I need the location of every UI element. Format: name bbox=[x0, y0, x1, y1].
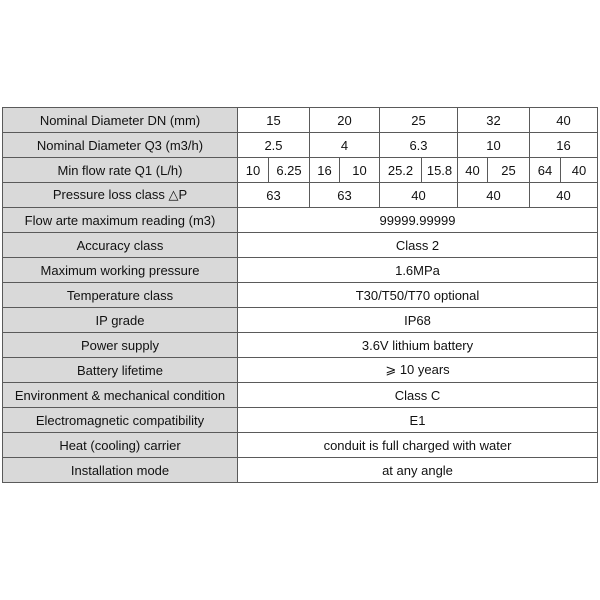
row-label: Maximum working pressure bbox=[3, 258, 238, 283]
table-cell: 2.5 bbox=[238, 133, 310, 158]
table-cell: 4 bbox=[310, 133, 380, 158]
table-cell: 6.3 bbox=[380, 133, 458, 158]
row-label: Environment & mechanical condition bbox=[3, 383, 238, 408]
table-row-heat-carrier bbox=[3, 433, 598, 458]
table-row-temperature-class bbox=[3, 283, 598, 308]
row-label: Power supply bbox=[3, 333, 238, 358]
table-row-max-reading bbox=[3, 208, 598, 233]
table-cell: 63 bbox=[310, 183, 380, 208]
table-cell: 6.25 bbox=[269, 158, 310, 183]
row-label: Heat (cooling) carrier bbox=[3, 433, 238, 458]
table-cell: 25 bbox=[488, 158, 530, 183]
table-cell: 40 bbox=[458, 183, 530, 208]
table-row-max-working-pressure bbox=[3, 258, 598, 283]
table-row-pressure-loss-class bbox=[3, 183, 598, 208]
table-row-min-flow-rate bbox=[3, 158, 598, 183]
table-cell: 15 bbox=[238, 108, 310, 133]
table-row-accuracy-class bbox=[3, 233, 598, 258]
row-label: Installation mode bbox=[3, 458, 238, 483]
specification-table bbox=[2, 107, 598, 483]
row-label: Temperature class bbox=[3, 283, 238, 308]
table-cell: IP68 bbox=[238, 308, 598, 333]
table-row-electromagnetic-compatibility bbox=[3, 408, 598, 433]
table-cell: 32 bbox=[458, 108, 530, 133]
row-label: Electromagnetic compatibility bbox=[3, 408, 238, 433]
table-row-nominal-diameter-dn bbox=[3, 108, 598, 133]
row-label: Accuracy class bbox=[3, 233, 238, 258]
table-cell: 16 bbox=[310, 158, 340, 183]
table-cell: 10 bbox=[340, 158, 380, 183]
table-cell: 63 bbox=[238, 183, 310, 208]
table-row-environment-condition bbox=[3, 383, 598, 408]
table-cell: 64 bbox=[530, 158, 561, 183]
table-cell: 25 bbox=[380, 108, 458, 133]
row-label: IP grade bbox=[3, 308, 238, 333]
table-row-power-supply bbox=[3, 333, 598, 358]
row-label: Pressure loss class △P bbox=[3, 183, 238, 208]
row-label: Min flow rate Q1 (L/h) bbox=[3, 158, 238, 183]
table-cell: 99999.99999 bbox=[238, 208, 598, 233]
row-label: Battery lifetime bbox=[3, 358, 238, 383]
table-cell: T30/T50/T70 optional bbox=[238, 283, 598, 308]
table-cell: 1.6MPa bbox=[238, 258, 598, 283]
row-label: Nominal Diameter DN (mm) bbox=[3, 108, 238, 133]
table-cell: ⩾ 10 years bbox=[238, 358, 598, 383]
table-cell: 40 bbox=[530, 108, 598, 133]
table-cell: Class 2 bbox=[238, 233, 598, 258]
table-row-installation-mode bbox=[3, 458, 598, 483]
table-cell: 40 bbox=[530, 183, 598, 208]
table-row-battery-lifetime bbox=[3, 358, 598, 383]
table-cell: 40 bbox=[380, 183, 458, 208]
table-cell: Class C bbox=[238, 383, 598, 408]
table-cell: E1 bbox=[238, 408, 598, 433]
table-cell: conduit is full charged with water bbox=[238, 433, 598, 458]
table-row-nominal-diameter-q3 bbox=[3, 133, 598, 158]
table-cell: 3.6V lithium battery bbox=[238, 333, 598, 358]
table-row-ip-grade bbox=[3, 308, 598, 333]
table-cell: 16 bbox=[530, 133, 598, 158]
table-cell: 15.8 bbox=[422, 158, 458, 183]
row-label: Flow arte maximum reading (m3) bbox=[3, 208, 238, 233]
table-cell: 40 bbox=[458, 158, 488, 183]
table-cell: 10 bbox=[458, 133, 530, 158]
row-label: Nominal Diameter Q3 (m3/h) bbox=[3, 133, 238, 158]
table-cell: 25.2 bbox=[380, 158, 422, 183]
table-cell: 20 bbox=[310, 108, 380, 133]
table-cell: 40 bbox=[561, 158, 598, 183]
table-cell: 10 bbox=[238, 158, 269, 183]
table-cell: at any angle bbox=[238, 458, 598, 483]
